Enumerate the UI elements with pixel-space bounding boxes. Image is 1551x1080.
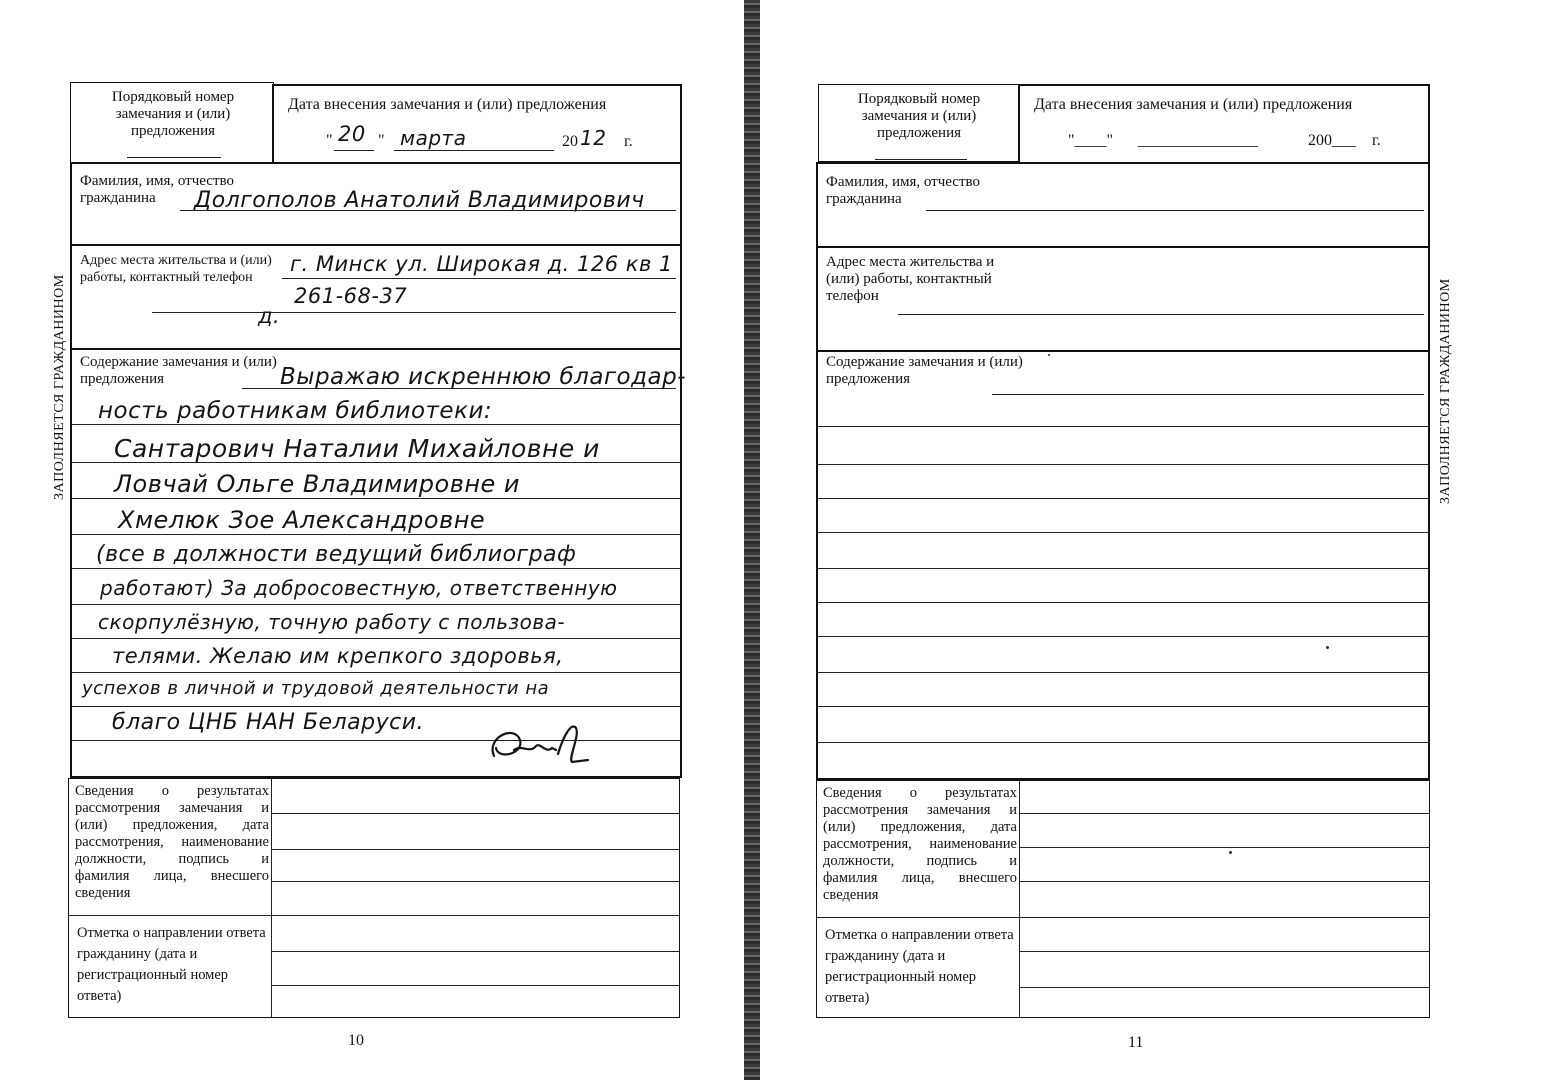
date-year-prefix: 20 — [562, 133, 578, 150]
serial-box-right — [818, 84, 1020, 162]
serial-label-right: Порядковый номер замечания и (или) предложения — [857, 91, 981, 141]
content-line-9: телями. Желаю им крепкого здоровья, — [112, 644, 564, 668]
fio-label-right: Фамилия, имя, отчество гражданина — [826, 174, 980, 207]
right-page — [760, 0, 1500, 1080]
year-unit: г. — [624, 133, 633, 150]
address-prefix: д. — [258, 304, 281, 328]
date-month: марта — [400, 126, 467, 150]
signature — [476, 714, 606, 774]
date-year-suffix: 12 — [580, 126, 607, 150]
content-line-11: благо ЦНБ НАН Беларуси. — [112, 710, 425, 735]
content-line-3: Сантарович Наталии Михайловне и — [114, 434, 600, 463]
date-box-right — [1018, 84, 1430, 164]
date-box: Дата внесения замечания и (или) предложения " 20 " марта 20 12 г. — [272, 84, 682, 164]
content-line-2: ность работникам библиотеки: — [98, 398, 493, 424]
side-label-right: ЗАПОЛНЯЕТСЯ ГРАЖДАНИНОМ — [1438, 278, 1453, 504]
speck — [1326, 646, 1329, 649]
speck — [1229, 851, 1232, 854]
results-label-right: Сведения о результатах рассмотрения замечания и (или) предложения, дата рассмотрения, наименование должности, подпись и фамилия лица, внесшего сведения — [823, 785, 1017, 903]
left-page — [0, 0, 740, 1080]
content-line-6: (все в должности ведущий библиограф — [96, 542, 577, 567]
page-number-left: 10 — [348, 1032, 364, 1049]
date-month-right: _______________ — [1138, 132, 1258, 149]
content-line-5: Хмелюк Зое Александровне — [118, 506, 486, 534]
content-line-8: скорпулёзную, точную работу с пользова- — [98, 610, 566, 634]
page-number-right: 11 — [1128, 1034, 1144, 1051]
book-spine — [744, 0, 760, 1080]
date-title-right: Дата внесения замечания и (или) предложения — [1034, 96, 1353, 113]
content-line-1: Выражаю искреннюю благодар- — [280, 364, 686, 390]
citizen-form-right — [816, 162, 1430, 780]
speck — [1048, 354, 1050, 356]
results-table — [68, 778, 680, 1018]
fio-value: Долгополов Анатолий Владимирович — [194, 188, 645, 213]
serial-label: Порядковый номер замечания и (или) предложения — [111, 89, 235, 139]
content-line-10: успехов в личной и трудовой деятельности на — [82, 678, 550, 699]
address-label-right: Адрес места жительства и (или) работы, контактный телефон — [826, 254, 995, 304]
serial-box — [70, 82, 274, 164]
fio-label: Фамилия, имя, отчество гражданина — [80, 173, 234, 206]
side-label-left: ЗАПОЛНЯЕТСЯ ГРАЖДАНИНОМ — [52, 274, 67, 500]
content-label: Содержание замечания и (или) предложения — [80, 354, 277, 387]
phone-value: 261-68-37 — [294, 284, 408, 308]
address-line1: г. Минск ул. Широкая д. 126 кв 1 — [290, 252, 673, 276]
date-title: Дата внесения замечания и (или) предложения — [288, 96, 607, 113]
date-year-right: 200___ — [1308, 132, 1356, 149]
results-table-right — [816, 780, 1430, 1018]
date-day-right: "____" — [1068, 132, 1114, 149]
content-line-4: Ловчай Ольге Владимировне и — [114, 470, 521, 498]
results-label: Сведения о результатах рассмотрения замечания и (или) предложения, дата рассмотрения, наименование должности, подпись и фамилия лица, внесшего сведения — [75, 783, 269, 901]
address-label: Адрес места жительства и (или) работы, контактный телефон — [80, 253, 272, 285]
year-unit-right: г. — [1372, 132, 1381, 149]
date-day: 20 — [338, 122, 366, 146]
content-label-right: Содержание замечания и (или) предложения — [826, 354, 1023, 387]
citizen-form — [70, 162, 686, 778]
content-line-7: работают) За добросовестную, ответственную — [100, 576, 618, 600]
reply-label: Отметка о направлении ответа гражданину (дата и регистрационный номер ответа) — [77, 925, 266, 1004]
reply-label-right: Отметка о направлении ответа гражданину (дата и регистрационный номер ответа) — [825, 927, 1014, 1006]
